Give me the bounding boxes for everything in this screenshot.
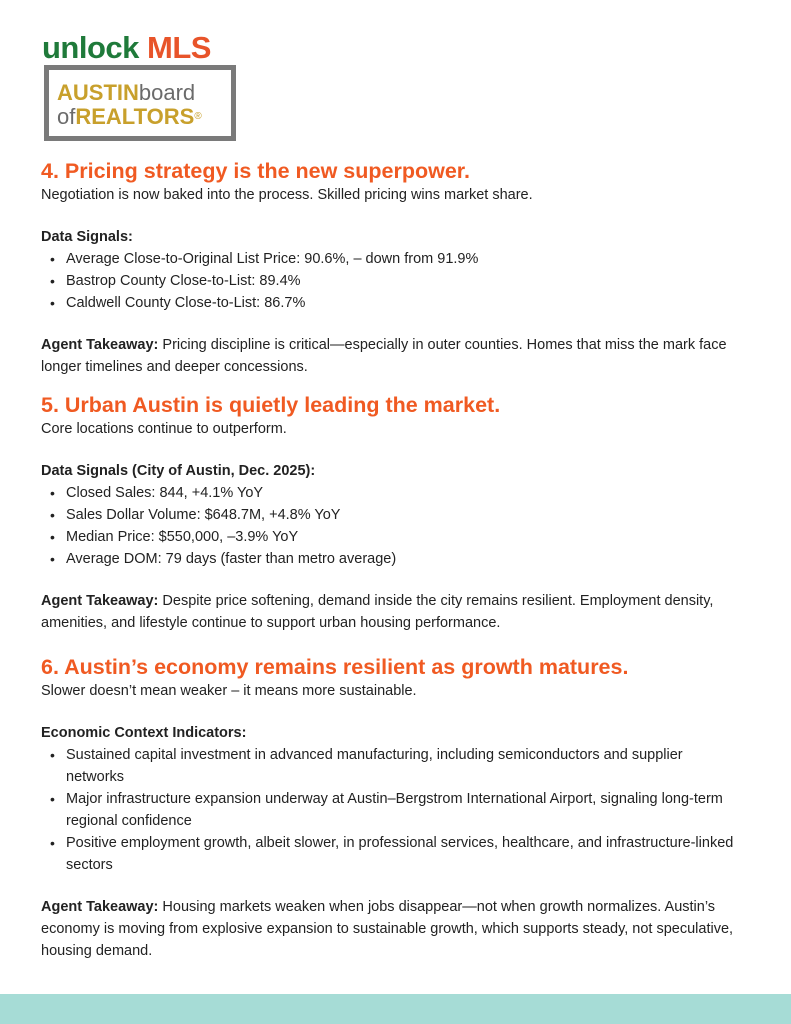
section-heading: 5. Urban Austin is quietly leading the market. (41, 393, 501, 417)
abor-realtors-text: REALTORS (75, 104, 195, 129)
section-pricing-strategy (41, 158, 741, 378)
section-subtext: Core locations continue to outperform. (41, 421, 287, 437)
list-item: • Sales Dollar Volume: $648.7M, +4.8% YoY (66, 504, 741, 526)
signals-title: Economic Context Indicators: (41, 725, 247, 741)
agent-takeaway (41, 334, 741, 378)
footer-bar (0, 994, 791, 1024)
signals-list (41, 248, 741, 314)
unlock-mls-logo (42, 30, 211, 66)
list-item: • Bastrop County Close-to-List: 89.4% (66, 270, 741, 292)
list-item: • Sustained capital investment in advanced manufacturing, including semiconductors and supplier networks (66, 744, 741, 788)
takeaway-text: Housing markets weaken when jobs disappear—not when growth normalizes. Austin’s economy is moving from explosive expansion to sustainable growth, which supports steady, not speculative, housing demand. (41, 899, 734, 959)
austin-board-of-realtors-logo (44, 65, 236, 141)
logo-unlock-word: unlock (42, 30, 139, 65)
logo-mls-word: MLS (147, 30, 211, 65)
list-item: • Closed Sales: 844, +4.1% YoY (66, 482, 741, 504)
section-heading: 6. Austin’s economy remains resilient as growth matures. (41, 655, 629, 679)
takeaway-label: Agent Takeaway: (41, 899, 159, 915)
signals-list (41, 744, 741, 876)
list-item: • Average DOM: 79 days (faster than metro average) (66, 548, 741, 570)
section-heading: 4. Pricing strategy is the new superpower. (41, 159, 470, 183)
abor-logo-line1 (57, 81, 195, 105)
registered-mark: ® (194, 111, 202, 122)
takeaway-text: Despite price softening, demand inside the city remains resilient. Employment density, amenities, and lifestyle continue to support urban housing performance. (41, 593, 714, 631)
section-urban-austin (41, 392, 741, 634)
signals-title: Data Signals: (41, 229, 133, 245)
list-item: • Positive employment growth, albeit slower, in professional services, healthcare, and infrastructure-linked sectors (66, 832, 741, 876)
abor-of-text: of (57, 104, 76, 129)
signals-list (41, 482, 741, 570)
agent-takeaway (41, 896, 741, 962)
list-item: • Major infrastructure expansion underway at Austin–Bergstrom International Airport, signaling long-term regional confidence (66, 788, 741, 832)
abor-logo-line2 (57, 105, 202, 129)
signals-title: Data Signals (City of Austin, Dec. 2025): (41, 463, 316, 479)
agent-takeaway (41, 590, 741, 634)
takeaway-text: Pricing discipline is critical—especially in outer counties. Homes that miss the mark face longer timelines and deeper concessions. (41, 337, 727, 375)
takeaway-label: Agent Takeaway: (41, 337, 159, 353)
list-item: • Median Price: $550,000, –3.9% YoY (66, 526, 741, 548)
takeaway-label: Agent Takeaway: (41, 593, 159, 609)
abor-austin-text: AUSTIN (57, 80, 139, 105)
list-item: • Average Close-to-Original List Price: 90.6%, – down from 91.9% (66, 248, 741, 270)
section-subtext: Negotiation is now baked into the process. Skilled pricing wins market share. (41, 187, 533, 203)
article-content (41, 158, 741, 962)
section-austin-economy (41, 654, 741, 962)
list-item: • Caldwell County Close-to-List: 86.7% (66, 292, 741, 314)
section-subtext: Slower doesn’t mean weaker – it means more sustainable. (41, 683, 417, 699)
abor-board-text: board (138, 80, 196, 105)
